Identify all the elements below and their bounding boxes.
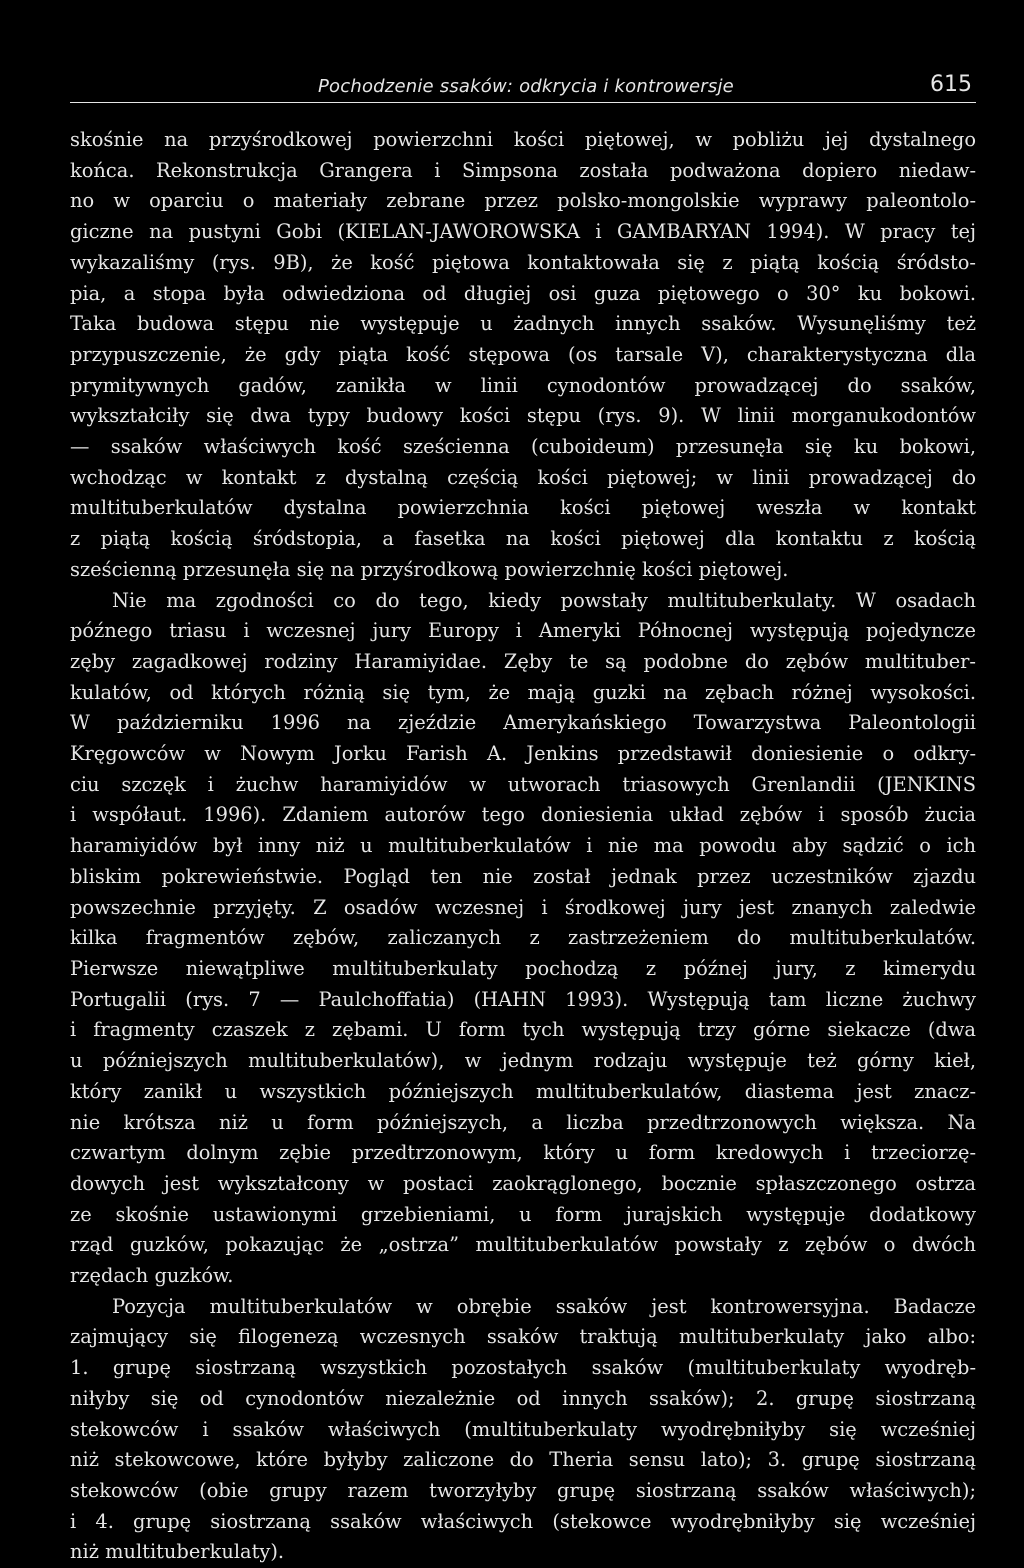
text-line: niłyby się od cynodontów niezależnie od innych ssaków); 2. grupę siostrzaną xyxy=(70,1386,976,1410)
text-line: Pozycja multituberkulatów w obrębie ssaków jest kontrowersyjna. Badacze xyxy=(112,1294,976,1318)
running-header xyxy=(70,72,976,103)
text-line: sześcienną przesunęła się na przyśrodkową powierzchnię kości piętowej. xyxy=(70,557,789,581)
text-line: i fragmenty czaszek z zębami. U form tych występują trzy górne siekacze (dwa xyxy=(70,1018,976,1042)
text-line: z piątą kością śródstopia, a fasetka na kości piętowej dla kontaktu z kością xyxy=(70,527,976,551)
text-line: i współaut. 1996). Zdaniem autorów tego doniesienia układ zębów i sposób żucia xyxy=(70,803,976,827)
text-line: zajmujący się filogenezą wczesnych ssaków traktują multituberkulaty jako albo: xyxy=(70,1325,976,1349)
body-text xyxy=(70,125,976,1568)
text-line: 1. grupę siostrzaną wszystkich pozostałych ssaków (multituberkulaty wyodręb- xyxy=(70,1356,976,1380)
text-line: ze skośnie ustawionymi grzebieniami, u form jurajskich występuje dodatkowy xyxy=(70,1202,976,1226)
text-line: — ssaków właściwych kość sześcienna (cuboideum) przesunęła się ku bokowi, xyxy=(70,435,976,459)
text-line: wykształciły się dwa typy budowy kości stępu (rys. 9). W linii morganukodontów xyxy=(70,404,976,428)
page-number: 615 xyxy=(930,72,972,97)
text-line: wchodząc w kontakt z dystalną częścią kości piętowej; w linii prowadzącej do xyxy=(70,465,976,489)
text-line: dowych jest wykształcony w postaci zaokrąglonego, bocznie spłaszczonego ostrza xyxy=(70,1171,976,1195)
text-line: Kręgowców w Nowym Jorku Farish A. Jenkins przedstawił doniesienie o odkry- xyxy=(70,742,976,766)
text-line: powszechnie przyjęty. Z osadów wczesnej i środkowej jury jest znanych zaledwie xyxy=(70,895,976,919)
text-line: kilka fragmentów zębów, zaliczanych z zastrzeżeniem do multituberkulatów. xyxy=(70,926,976,950)
text-line: zęby zagadkowej rodziny Haramiyidae. Zęby te są podobne do zębów multituber- xyxy=(70,649,976,673)
text-line: i 4. grupę siostrzaną ssaków właściwych (stekowce wyodrębniłyby się wcześniej xyxy=(70,1509,976,1533)
text-line: pia, a stopa była odwiedziona od długiej osi guza piętowego o 30° ku bokowi. xyxy=(70,281,976,305)
text-line: późnego triasu i wczesnej jury Europy i Ameryki Północnej występują pojedyncze xyxy=(70,619,976,643)
text-line: Pierwsze niewątpliwe multituberkulaty pochodzą z późnej jury, z kimerydu xyxy=(70,956,976,980)
text-line: niż multituberkulaty). xyxy=(70,1540,285,1564)
text-line: Portugalii (rys. 7 — Paulchoffatia) (HAHN 1993). Występują tam liczne żuchwy xyxy=(70,987,976,1011)
text-line: rząd guzków, pokazując że „ostrza” multituberkulatów powstały z zębów o dwóch xyxy=(70,1233,976,1257)
text-line: niż stekowcowe, które byłyby zaliczone do Theria sensu lato); 3. grupę siostrzaną xyxy=(70,1448,976,1472)
text-line: haramiyidów był inny niż u multituberkulatów i nie ma powodu aby sądzić o ich xyxy=(70,834,976,858)
text-line: Nie ma zgodności co do tego, kiedy powstały multituberkulaty. W osadach xyxy=(112,588,976,612)
text-line: który zanikł u wszystkich późniejszych multituberkulatów, diastema jest znacz- xyxy=(70,1079,976,1103)
text-line: przypuszczenie, że gdy piąta kość stępowa (os tarsale V), charakterystyczna dla xyxy=(70,342,976,366)
text-line: czwartym dolnym zębie przedtrzonowym, który u form kredowych i trzeciorzę- xyxy=(70,1141,976,1165)
text-line: W październiku 1996 na zjeździe Amerykańskiego Towarzystwa Paleontologii xyxy=(70,711,976,735)
text-line: no w oparciu o materiały zebrane przez polsko-mongolskie wyprawy paleontolo- xyxy=(70,189,976,213)
text-line: prymitywnych gadów, zanikła w linii cynodontów prowadzącej do ssaków, xyxy=(70,373,976,397)
text-line: ciu szczęk i żuchw haramiyidów w utworach triasowych Grenlandii (JENKINS xyxy=(70,772,976,796)
text-line: u późniejszych multituberkulatów), w jednym rodzaju występuje też górny kieł, xyxy=(70,1049,976,1073)
text-line: nie krótsza niż u form późniejszych, a liczba przedtrzonowych większa. Na xyxy=(70,1110,976,1134)
text-line: rzędach guzków. xyxy=(70,1264,234,1288)
text-line: stekowców i ssaków właściwych (multituberkulaty wyodrębniłyby się wcześniej xyxy=(70,1417,976,1441)
text-line: wykazaliśmy (rys. 9B), że kość piętowa kontaktowała się z piątą kością śródsto- xyxy=(70,250,976,274)
running-title: Pochodzenie ssaków: odkrycia i kontrowersje xyxy=(318,76,734,97)
text-line: końca. Rekonstrukcja Grangera i Simpsona została podważona dopiero niedaw- xyxy=(70,158,976,182)
text-line: bliskim pokrewieństwie. Pogląd ten nie został jednak przez uczestników zjazdu xyxy=(70,864,976,888)
text-line: Taka budowa stępu nie występuje u żadnych innych ssaków. Wysunęliśmy też xyxy=(70,312,976,336)
text-line: kulatów, od których różnią się tym, że mają guzki na zębach różnej wysokości. xyxy=(70,680,976,704)
text-line: giczne na pustyni Gobi (KIELAN-JAWOROWSKA i GAMBARYAN 1994). W pracy tej xyxy=(70,220,976,244)
text-line: stekowców (obie grupy razem tworzyłyby grupę siostrzaną ssaków właściwych); xyxy=(70,1478,976,1502)
text-line: skośnie na przyśrodkowej powierzchni kości piętowej, w pobliżu jej dystalnego xyxy=(70,128,976,151)
text-line: multituberkulatów dystalna powierzchnia kości piętowej weszła w kontakt xyxy=(70,496,976,520)
